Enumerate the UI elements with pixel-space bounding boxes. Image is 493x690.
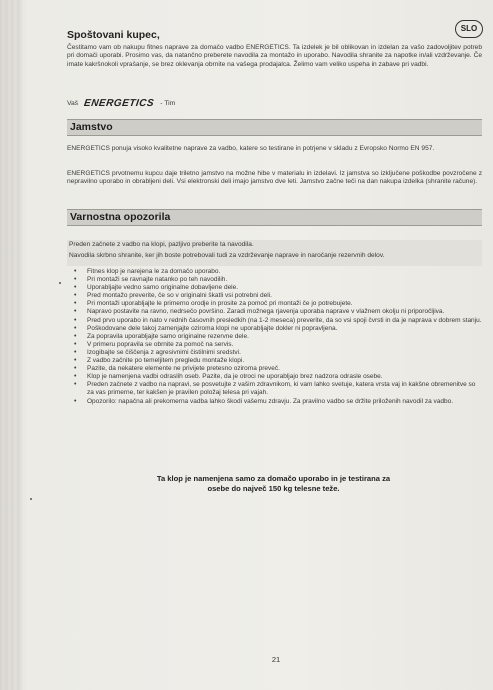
safety-bullet-text: Napravo postavite na ravno, nedrsečo površino. Zaradi možnega rjavenja uporaba naprave v vlažnem okolju ni priporočljiva. [87,308,445,316]
safety-bullet-item [74,284,482,292]
safety-bullet-text: Pri montaži se ravnajte natanko po teh navodilih. [87,276,228,284]
safety-bullet-text: Uporabljajte vedno samo originalne dobavljene dele. [87,284,239,292]
bullet-dot-icon: • [74,340,77,348]
safety-bullet-text: Pred montažo preverite, če so v originalni škatli vsi potrebni deli. [87,292,272,300]
bullet-dot-icon: • [74,381,77,389]
bullet-dot-icon: • [74,348,77,356]
safety-bullet-text: Poškodovane dele takoj zamenjajte oziroma klopi ne uporabljajte dokler ni popravljena. [87,324,338,332]
safety-bullet-text: Za popravila uporabljajte samo originalne rezervne dele. [87,332,249,340]
warranty-section-header [67,119,482,136]
scan-speck [30,498,32,500]
safety-bullet-text: Opozorilo: napačna ali prekomerna vadba lahko škodi vašemu zdravju. Za pravilno vadbo se držite priloženih navodil za vadbo. [87,397,454,405]
bullet-dot-icon: • [74,365,77,373]
safety-bullet-item [74,300,482,308]
warranty-title: Jamstvo [70,121,113,133]
scan-speck [59,282,61,284]
safety-bullet-item [74,349,482,357]
safety-intro-box [67,240,482,266]
bullet-dot-icon: • [74,373,77,381]
safety-section-header [67,209,482,226]
bullet-dot-icon: • [74,292,77,300]
signature-line [67,96,175,110]
safety-bullet-item [74,381,482,397]
page-binding-edge [0,0,22,690]
bullet-dot-icon: • [74,397,77,405]
closing-line-2: osebe do največ 150 kg telesne teže. [207,484,340,493]
closing-line-1: Ta klop je namenjena samo za domačo uporabo in je testirana za [156,474,391,483]
safety-intro-line-1: Preden začnete z vadbo na klopi, pazljivo preberite ta navodila. [69,241,254,248]
safety-bullet-item [74,365,482,373]
safety-bullet-text: Fitnes klop je narejena le za domačo uporabo. [87,268,221,275]
bullet-dot-icon: • [74,276,77,284]
safety-bullet-item [74,268,482,276]
safety-bullet-item [74,292,482,300]
warranty-paragraph-2: ENERGETICS prvotnemu kupcu daje triletno jamstvo na možne hibe v materialu in izdelavi. Iz jamstva so izključene poškodbe povzročene z nepravilno uporabo in obrabljeni deli. Vsi elektronski deli imajo jamstvo dve leti. Jamstvo začne teči na dan nakupa izdelka (shranite račune). [67,170,482,186]
safety-bullet-text: Pri montaži uporabljajte le primerno orodje in prosite za pomoč pri montaži če jo potrebujete. [87,300,353,308]
safety-intro-line-2: Navodila skrbno shranite, ker jih boste potrebovali tudi za vzdrževanje naprave in naročanje rezervnih delov. [69,251,385,259]
language-badge: SLO [455,20,483,38]
safety-bullet-item [74,333,482,341]
intro-paragraph: Čestitamo vam ob nakupu fitnes naprave za domačo vadbo ENERGETICS. Ta izdelek je bil oblikovan in izdelan za vašo zadovoljitev potreb pri domači uporabi. Prosimo vas, da natančno preberete navodila za montažo in uporabo. Navodila shranite za napotke in/ali vzdrževanje. Če imate kakršnokoli vprašanje, se brez oklevanja obrnite na vašega prodajalca. Želimo vam veliko uspeha in zabave pri vadbi. [67,44,482,68]
page-number: 21 [271,655,281,664]
bullet-dot-icon: • [74,268,77,275]
signature-prefix: Vaš [67,99,79,107]
safety-bullet-text: Preden začnete z vadbo na napravi, se posvetujte z vašim zdravnikom, ki vam lahko svetuje, katera vrsta vaj in kakšne obremenitve so za vas primerne, ter kakšen je pravilen položaj telesa pri vajah. [87,381,476,397]
safety-bullet-text: Pred prvo uporabo in nato v rednih časovnih presledkih (na 1-2 meseca) preverite, da so vsi spoji čvrsti in da je naprava v dobrem stanju. [87,316,482,324]
safety-bullet-text: Klop je namenjena vadbi odraslih oseb. Pazite, da je otroci ne uporabljajo brez nadzora odrasle osebe. [87,373,383,381]
safety-bullet-item [74,276,482,284]
bullet-dot-icon: • [74,300,77,308]
warranty-paragraph-1: ENERGETICS ponuja visoko kvalitetne naprave za vadbo, katere so testirane in potrjene v skladu z Evropsko Normo EN 957. [67,145,435,152]
safety-bullet-item [74,317,482,325]
bullet-dot-icon: • [74,284,77,292]
safety-bullet-text: Izogibajte se čiščenja z agresivnimi čistilnimi sredstvi. [87,348,241,356]
safety-bullet-text: V primeru popravila se obrnite za pomoč na servis. [87,340,234,348]
closing-statement [96,474,451,494]
signature-suffix: - Tim [160,99,176,107]
bullet-dot-icon: • [74,332,77,340]
safety-bullet-item [74,325,482,333]
safety-title: Varnostna opozorila [70,211,171,223]
safety-bullet-item [74,373,482,381]
safety-bullet-text: Pazite, da nekatere elemente ne privijete pretesno oziroma preveč. [87,365,280,373]
energetics-logo: ENERGETICS [83,97,156,109]
safety-bullet-text: Z vadbo začnite po temeljitem pregledu montaže klopi. [87,357,245,365]
bullet-dot-icon: • [74,357,77,365]
safety-bullet-item [74,398,482,406]
safety-bullet-item [74,341,482,349]
bullet-dot-icon: • [74,308,77,316]
greeting-heading: Spoštovani kupec, [67,29,160,41]
safety-bullet-item [74,357,482,365]
bullet-dot-icon: • [74,324,77,332]
safety-bullet-item [74,308,482,316]
bullet-dot-icon: • [74,316,77,324]
safety-bullet-list [74,268,482,406]
